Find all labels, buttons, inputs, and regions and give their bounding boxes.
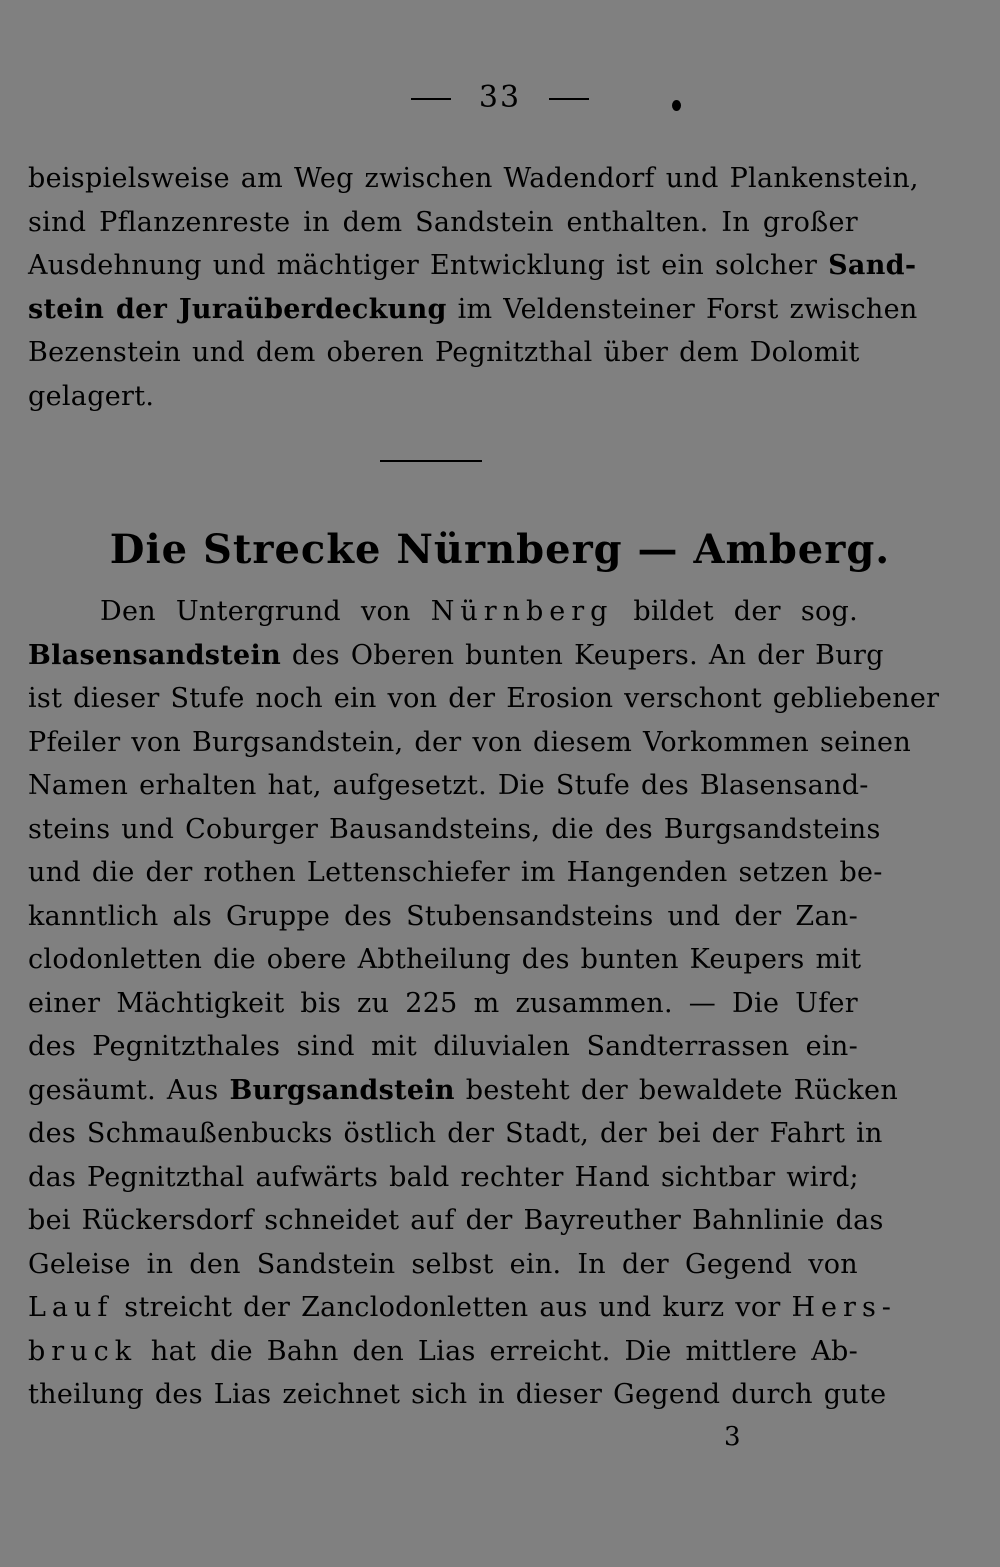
print-speck	[672, 100, 681, 111]
section-title: Die Strecke Nürnberg — Amberg.	[109, 526, 891, 573]
p1-line-3	[28, 244, 917, 288]
p2-line-16: Geleise in den Sandstein selbst ein. In der Gegend von	[28, 1248, 858, 1280]
bold-blasensandstein: Blasensandstein	[28, 639, 282, 671]
p1-line-1: beispielsweise am Weg zwischen Wadendorf und Plankenstein,	[28, 163, 919, 194]
p2-line-3: ist dieser Stufe noch ein von der Erosion verschont gebliebener	[28, 683, 940, 714]
p1-line-6: gelagert.	[28, 380, 155, 412]
section-separator	[380, 460, 482, 462]
p2-line-9: clodonletten die obere Abtheilung des bunten Keupers mit	[28, 944, 862, 975]
p2-line-17	[28, 1286, 897, 1330]
p2-line-14: das Pegnitzthal aufwärts bald rechter Hand sichtbar wird;	[28, 1161, 859, 1193]
p2-line-4: Pfeiler von Burgsandstein, der von diesem Vorkommen seinen	[28, 726, 912, 758]
page-number: 33	[478, 80, 522, 115]
p2-line-17b: streicht der Zanclodonletten aus und kurz vor	[113, 1292, 792, 1323]
place-nuernberg: Nürnberg	[430, 596, 614, 627]
p1-line-4-rest: im Veldensteiner Forst zwischen	[446, 293, 918, 325]
paragraph-2	[28, 590, 940, 1417]
p2-line-1c: bildet der sog.	[613, 596, 858, 627]
p2-line-12c: besteht der bewaldete Rücken	[454, 1074, 899, 1106]
p2-line-18b: hat die Bahn den Lias erreicht. Die mittlere Ab-	[137, 1335, 858, 1367]
p2-line-1	[28, 590, 858, 634]
header-dash-left	[411, 98, 451, 100]
p2-line-5: Namen erhalten hat, aufgesetzt. Die Stufe des Blasensand-	[28, 770, 869, 801]
p2-line-12	[28, 1069, 899, 1113]
p2-line-7: und die der rothen Lettenschiefer im Hangenden setzen be-	[28, 857, 883, 888]
p2-line-2	[28, 634, 884, 678]
place-hersbruck-a: Hers-	[791, 1292, 897, 1323]
place-hersbruck-b: bruck	[28, 1335, 138, 1367]
place-lauf: Lauf	[28, 1292, 114, 1323]
p2-line-13: des Schmaußenbucks östlich der Stadt, der bei der Fahrt in	[28, 1118, 883, 1149]
running-head	[0, 78, 1000, 118]
p2-line-2b: des Oberen bunten Keupers. An der Burg	[281, 639, 884, 671]
bold-sand: Sand-	[828, 250, 917, 281]
p1-line-2: sind Pflanzenreste in dem Sandstein enthalten. In großer	[28, 206, 858, 238]
header-dash-right	[549, 98, 589, 100]
p2-line-6: steins und Coburger Bausandsteins, die des Burgsandsteins	[28, 813, 881, 845]
p2-line-18	[28, 1330, 858, 1374]
signature-mark: 3	[724, 1422, 741, 1452]
p2-line-19: theilung des Lias zeichnet sich in dieser Gegend durch gute	[28, 1379, 887, 1410]
bold-burgsandstein: Burgsandstein	[229, 1074, 455, 1106]
p2-line-15: bei Rückersdorf schneidet auf der Bayreuther Bahnlinie das	[28, 1205, 884, 1236]
p2-line-1a: Den Untergrund von	[100, 596, 431, 627]
bold-juraueberdeckung: stein der Juraüberdeckung	[28, 293, 447, 325]
p1-line-3-text: Ausdehnung und mächtiger Entwicklung ist ein solcher	[28, 250, 829, 281]
p2-line-12a: gesäumt. Aus	[28, 1074, 230, 1106]
p2-line-10: einer Mächtigkeit bis zu 225 m zusammen. — Die Ufer	[28, 987, 858, 1019]
p2-line-8: kanntlich als Gruppe des Stubensandsteins und der Zan-	[28, 900, 858, 932]
p2-line-11: des Pegnitzthales sind mit diluvialen Sandterrassen ein-	[28, 1031, 858, 1062]
paragraph-1	[28, 157, 919, 418]
p1-line-4	[28, 288, 918, 332]
p1-line-5: Bezenstein und dem oberen Pegnitzthal über dem Dolomit	[28, 337, 860, 368]
